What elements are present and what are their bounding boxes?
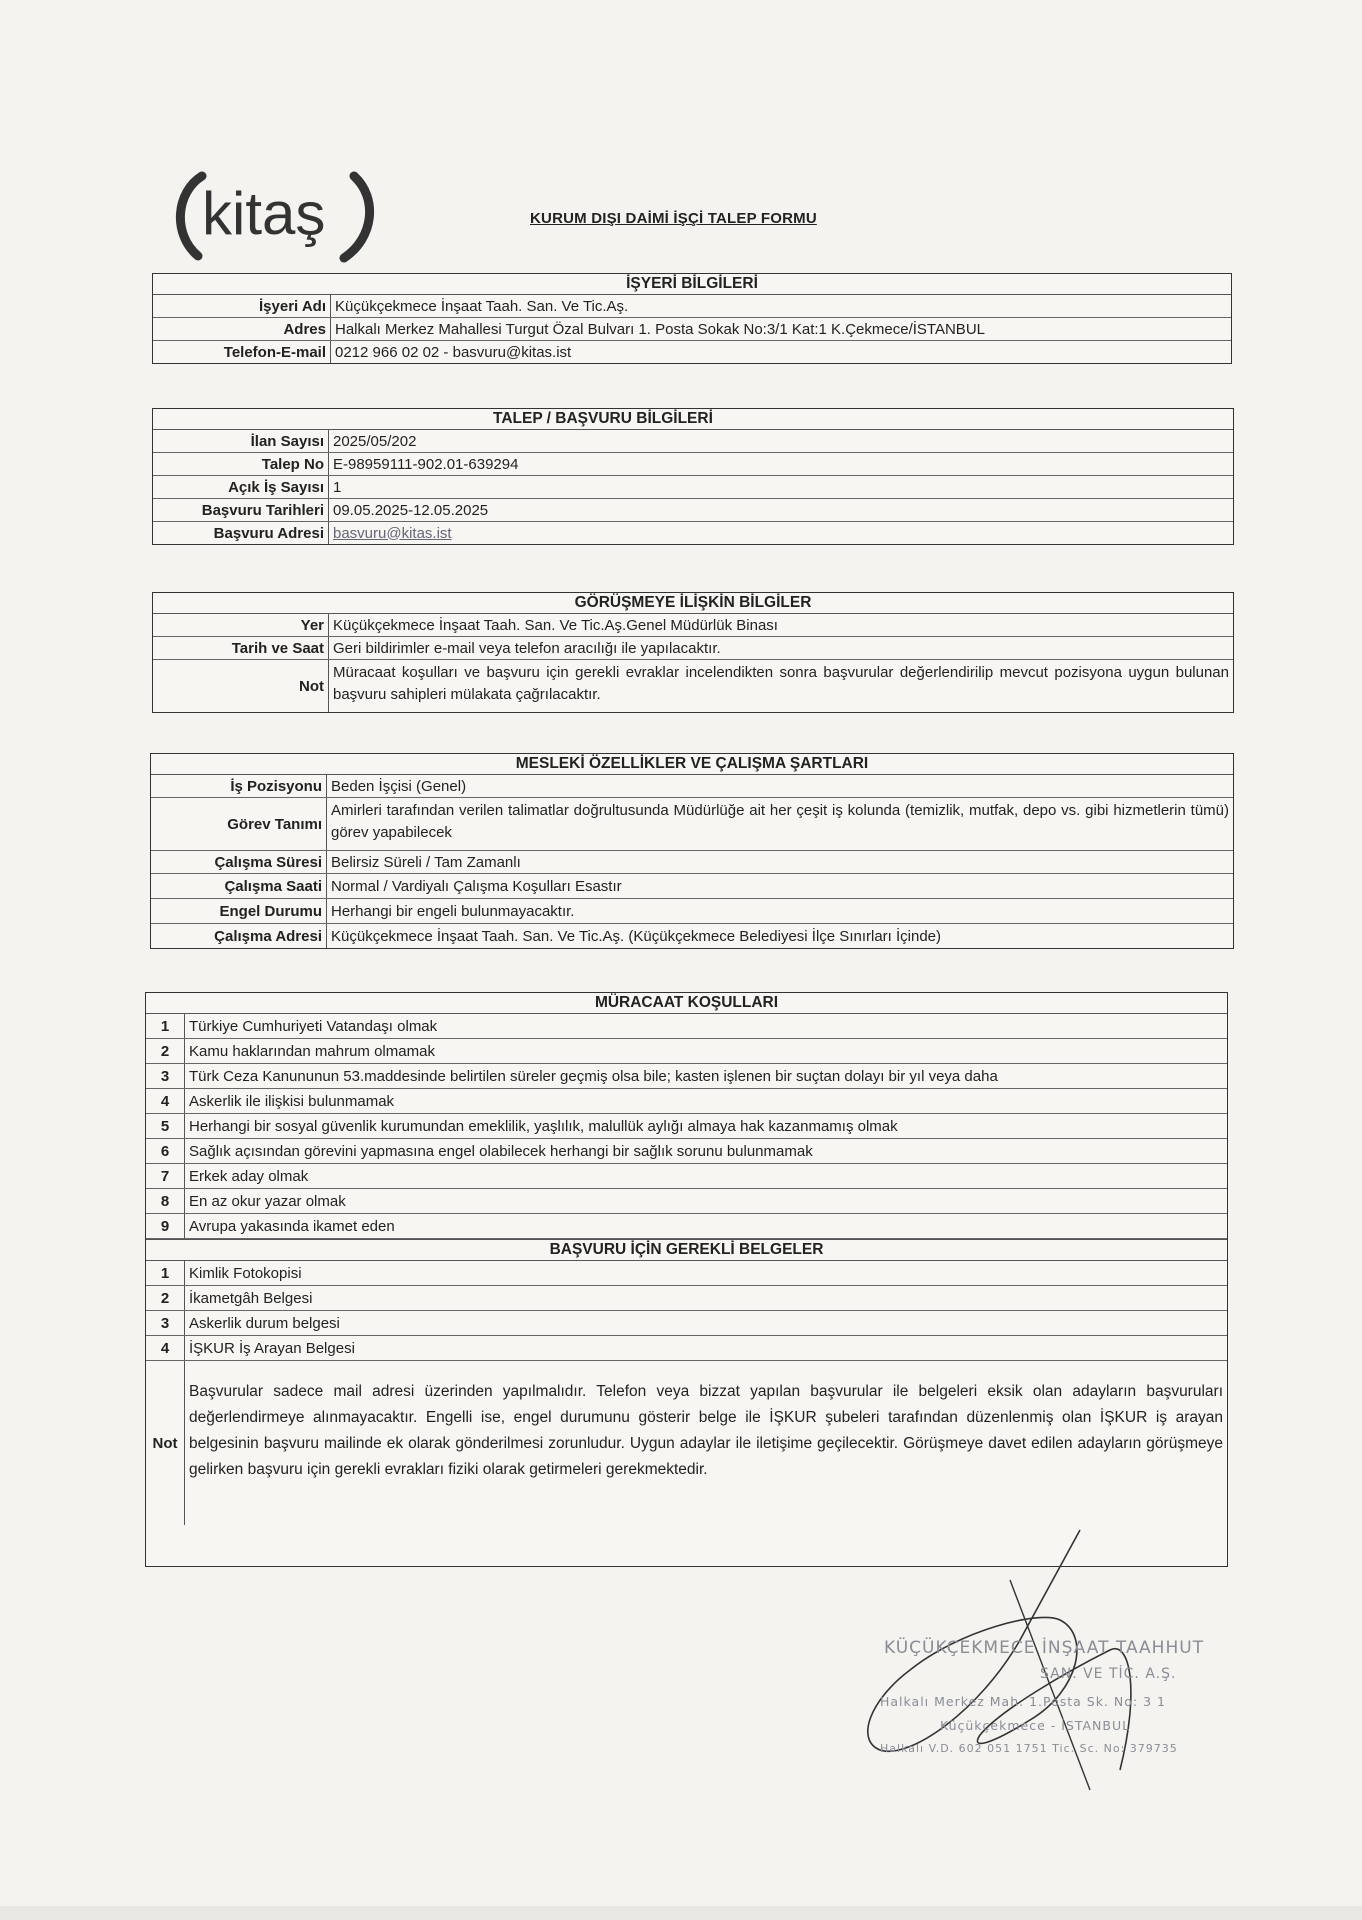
section-title: BAŞVURU İÇİN GEREKLİ BELGELER (146, 1239, 1227, 1261)
field-label: Çalışma Süresi (151, 851, 327, 873)
field-row (151, 851, 1233, 874)
list-item (146, 1189, 1227, 1214)
field-row (153, 430, 1233, 453)
section-title: İŞYERİ BİLGİLERİ (153, 274, 1231, 295)
field-row (153, 453, 1233, 476)
field-value: Küçükçekmece İnşaat Taah. San. Ve Tic.Aş. (335, 297, 629, 315)
stamp-line: Halkalı V.D. 602 051 1751 Tic. Sc. No: 379735 (880, 1742, 1178, 1755)
field-row (153, 637, 1233, 660)
note-label: Not (146, 1361, 185, 1525)
field-row (151, 899, 1233, 924)
item-text: Askerlik ile ilişkisi bulunmamak (189, 1092, 395, 1110)
field-row (153, 295, 1231, 318)
field-row (153, 318, 1231, 341)
field-value: Halkalı Merkez Mahallesi Turgut Özal Bulvarı 1. Posta Sokak No:3/1 Kat:1 K.Çekmece/İSTANBUL (335, 320, 985, 338)
item-text: Erkek aday olmak (189, 1167, 309, 1185)
field-label: İlan Sayısı (153, 430, 329, 452)
field-label: Engel Durumu (151, 899, 327, 923)
note-text: Başvurular sadece mail adresi üzerinden yapılmalıdır. Telefon veya bizzat yapılan başvurular ile belgeleri eksik olan adayların başvuruları değerlendirmeye alınmayacaktır. Engelli ise, engel durumunu gösterir belge ile İŞKUR şubeleri tarafından düzenlenmiş olan İŞKUR iş arayan belgesinin başvuru mailinde ek olarak gönderilmesi zorunludur. Uygun adaylar ile iletişime geçilecektir. Görüşmeye davet edilen adayların görüşmeye gelirken başvuru için gerekli evrakları fiziki olarak getirmeleri gerekmektedir. (189, 1383, 1223, 1478)
item-number: 6 (146, 1139, 185, 1163)
field-value: Müracaat koşulları ve başvuru için gerekli evraklar incelendikten sonra başvurular değerlendirilip mevcut pozisyona uygun bulunan başvuru sahipleri mülakata çağrılacaktır. (333, 664, 1229, 703)
field-row (151, 874, 1233, 899)
section-mesleki (150, 753, 1234, 949)
stamp-line: KÜÇÜKÇEKMECE İNŞAAT TAAHHUT (884, 1638, 1205, 1658)
field-label: Tarih ve Saat (153, 637, 329, 659)
item-number: 3 (146, 1064, 185, 1088)
field-value: 2025/05/202 (333, 432, 417, 450)
item-number: 2 (146, 1039, 185, 1063)
field-row (153, 341, 1231, 363)
field-value: Amirleri tarafından verilen talimatlar doğrultusunda Müdürlüğe ait her çeşit iş kolunda (temizlik, mutfak, depo vs. gibi hizmetlerin tümü) görev yapabilecek (331, 802, 1229, 841)
field-label: Başvuru Tarihleri (153, 499, 329, 521)
field-label: Başvuru Adresi (153, 522, 329, 544)
field-label: Talep No (153, 453, 329, 475)
list-item (146, 1139, 1227, 1164)
field-row (153, 499, 1233, 522)
field-label: Çalışma Saati (151, 874, 327, 898)
list-item (146, 1064, 1227, 1089)
field-row (151, 775, 1233, 798)
field-label: Telefon-E-mail (153, 341, 331, 363)
field-value: Herhangi bir engeli bulunmayacaktır. (331, 902, 575, 920)
field-value: Küçükçekmece İnşaat Taah. San. Ve Tic.Aş. (Küçükçekmece Belediyesi İlçe Sınırları İçinde) (331, 927, 942, 945)
section-talep (152, 408, 1234, 545)
field-row (151, 798, 1233, 851)
list-item (146, 1286, 1227, 1311)
section-muracaat (145, 992, 1228, 1567)
field-value: Belirsiz Süreli / Tam Zamanlı (331, 853, 521, 871)
item-text: İkametgâh Belgesi (189, 1289, 313, 1307)
field-label: Görev Tanımı (151, 798, 327, 850)
list-item (146, 1114, 1227, 1139)
item-text: En az okur yazar olmak (189, 1192, 346, 1210)
field-label: Not (153, 660, 329, 712)
item-text: Kimlik Fotokopisi (189, 1264, 302, 1282)
field-label: Çalışma Adresi (151, 924, 327, 948)
item-number: 5 (146, 1114, 185, 1138)
field-label: Açık İş Sayısı (153, 476, 329, 498)
section-title: MESLEKİ ÖZELLİKLER VE ÇALIŞMA ŞARTLARI (151, 754, 1233, 775)
item-number: 2 (146, 1286, 185, 1310)
field-value: Beden İşçisi (Genel) (331, 777, 467, 795)
field-row (151, 924, 1233, 948)
field-label: İş Pozisyonu (151, 775, 327, 797)
item-number: 7 (146, 1164, 185, 1188)
field-row (153, 614, 1233, 637)
field-row (153, 476, 1233, 499)
field-value: Geri bildirimler e-mail veya telefon aracılığı ile yapılacaktır. (333, 639, 721, 657)
list-item (146, 1014, 1227, 1039)
list-item (146, 1089, 1227, 1114)
item-number: 3 (146, 1311, 185, 1335)
field-value: 1 (333, 478, 342, 496)
kitas-logo (168, 168, 380, 264)
field-value: Küçükçekmece İnşaat Taah. San. Ve Tic.Aş.Genel Müdürlük Binası (333, 616, 778, 634)
item-number: 4 (146, 1336, 185, 1360)
item-number: 4 (146, 1089, 185, 1113)
item-number: 8 (146, 1189, 185, 1213)
item-text: Kamu haklarından mahrum olmamak (189, 1042, 435, 1060)
note-row (146, 1361, 1227, 1525)
section-gorusme (152, 592, 1234, 713)
item-text: Sağlık açısından görevini yapmasına engel olabilecek herhangi bir sağlık sorunu bulunmamak (189, 1142, 813, 1160)
field-row (153, 522, 1233, 544)
field-value: E-98959111-902.01-639294 (333, 455, 519, 473)
item-text: Avrupa yakasında ikamet eden (189, 1217, 395, 1235)
svg-text:kitaş: kitaş (202, 180, 326, 247)
list-item (146, 1261, 1227, 1286)
item-text: Herhangi bir sosyal güvenlik kurumundan emeklilik, yaşlılık, malullük aylığı almaya hak kazanmamış olmak (189, 1117, 898, 1135)
section-title: TALEP / BAŞVURU BİLGİLERİ (153, 409, 1233, 430)
item-text: Türk Ceza Kanununun 53.maddesinde belirtilen süreler geçmiş olsa bile; kasten işlenen bir suçtan dolayı bir yıl veya daha (189, 1067, 998, 1085)
item-number: 1 (146, 1261, 185, 1285)
item-number: 1 (146, 1014, 185, 1038)
list-item (146, 1214, 1227, 1239)
item-number: 9 (146, 1214, 185, 1238)
field-label: Adres (153, 318, 331, 340)
stamp-line: Küçükçekmece - İSTANBUL (940, 1718, 1131, 1733)
list-item (146, 1311, 1227, 1336)
item-text: İŞKUR İş Arayan Belgesi (189, 1339, 355, 1357)
application-email-link[interactable]: basvuru@kitas.ist (333, 524, 452, 542)
list-item (146, 1039, 1227, 1064)
field-value: 0212 966 02 02 - basvuru@kitas.ist (335, 343, 572, 361)
item-text: Askerlik durum belgesi (189, 1314, 340, 1332)
section-isyeri (152, 273, 1232, 364)
section-title: MÜRACAAT KOŞULLARI (146, 993, 1227, 1014)
list-item (146, 1164, 1227, 1189)
field-label: Yer (153, 614, 329, 636)
field-value: Normal / Vardiyalı Çalışma Koşulları Esastır (331, 877, 622, 895)
stamp-line: SAN. VE TİC. A.Ş. (1040, 1666, 1177, 1682)
item-text: Türkiye Cumhuriyeti Vatandaşı olmak (189, 1017, 438, 1035)
field-label: İşyeri Adı (153, 295, 331, 317)
list-item (146, 1336, 1227, 1361)
scan-edge (0, 1906, 1362, 1920)
section-title: GÖRÜŞMEYE İLİŞKİN BİLGİLER (153, 593, 1233, 614)
form-title: KURUM DIŞI DAİMİ İŞÇİ TALEP FORMU (530, 210, 817, 227)
field-row (153, 660, 1233, 712)
field-value: 09.05.2025-12.05.2025 (333, 501, 489, 519)
company-stamp (860, 1620, 1260, 1810)
stamp-line: Halkalı Merkez Mah. 1.Posta Sk. No: 3 1 (880, 1694, 1166, 1709)
